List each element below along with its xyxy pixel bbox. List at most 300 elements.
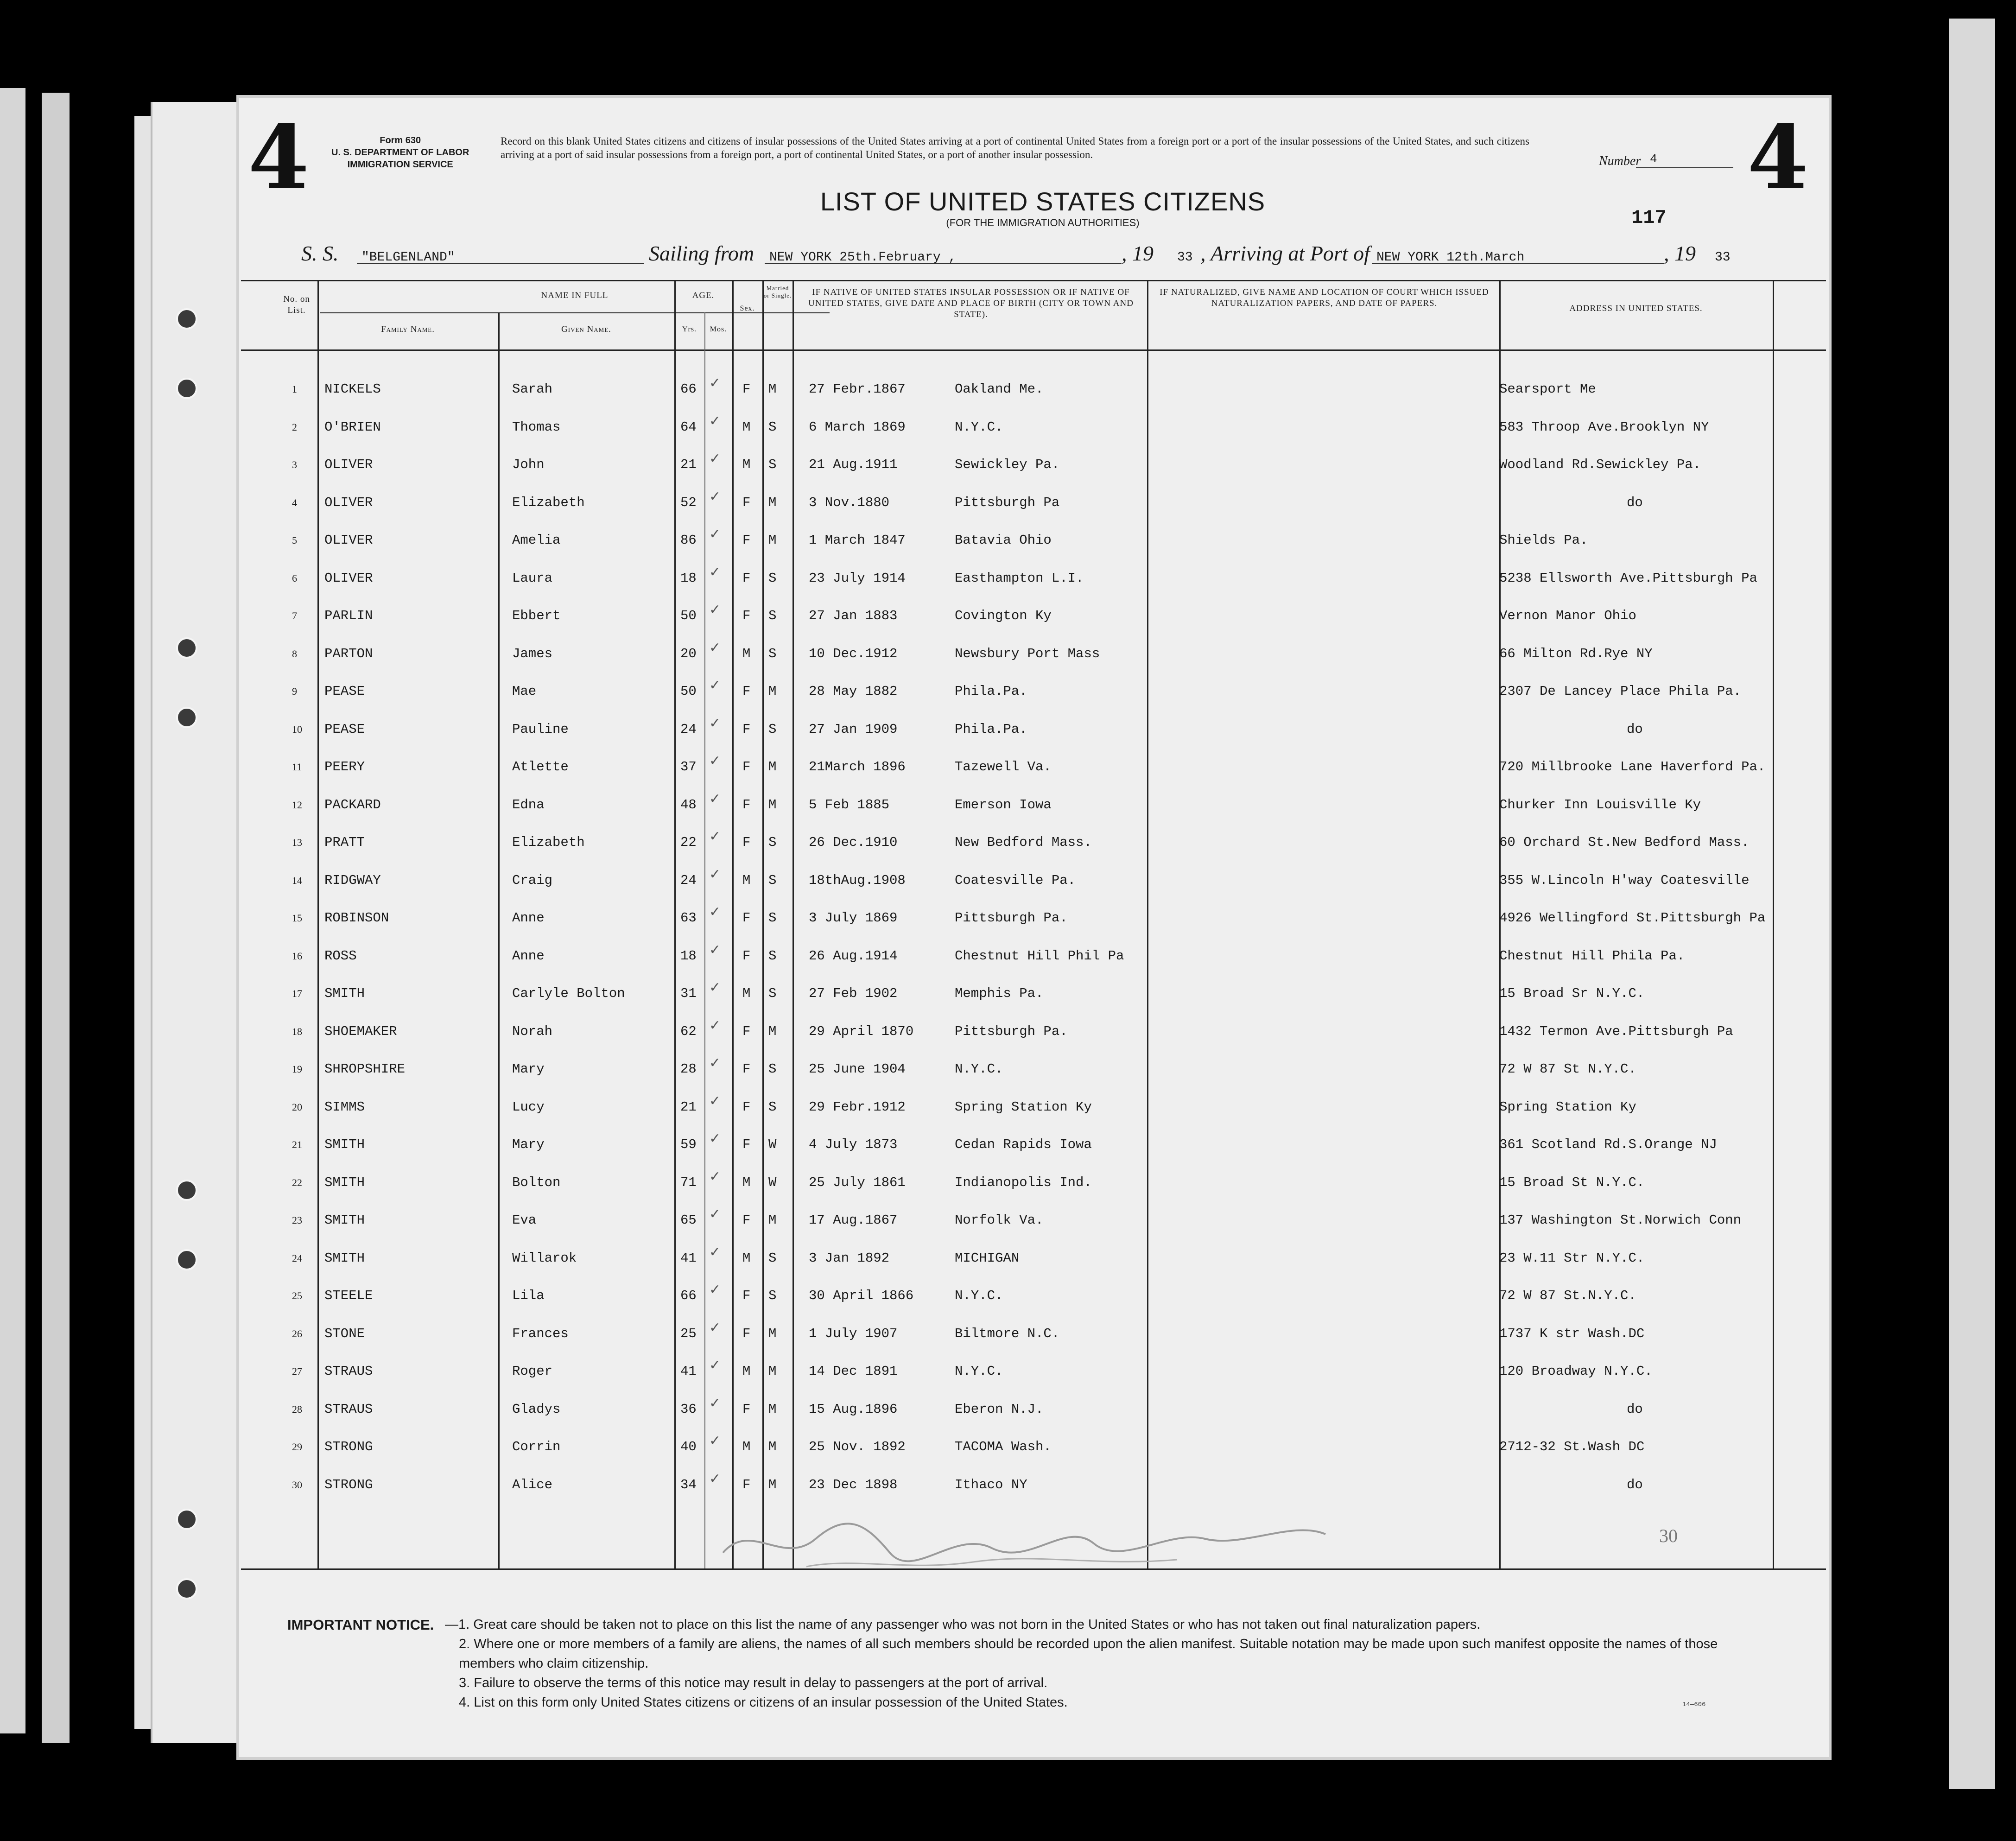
address: 120 Broadway N.Y.C. bbox=[1499, 1364, 1653, 1379]
age-years: 21 bbox=[680, 457, 697, 472]
given-name: Mary bbox=[512, 1061, 545, 1077]
birth-place: Chestnut Hill Phil Pa bbox=[955, 948, 1124, 964]
binder-hole bbox=[176, 378, 197, 399]
age-years: 48 bbox=[680, 797, 697, 813]
sex: M bbox=[742, 872, 751, 888]
form-number: Form 630 bbox=[380, 135, 421, 146]
birth-place: Tazewell Va. bbox=[955, 759, 1052, 774]
birth-date: 15 Aug.1896 bbox=[809, 1401, 898, 1417]
given-name: Carlyle Bolton bbox=[512, 986, 625, 1001]
birth-date: 6 March 1869 bbox=[809, 419, 906, 435]
table-row bbox=[241, 1320, 1826, 1362]
age-years: 21 bbox=[680, 1099, 697, 1115]
page-title: LIST OF UNITED STATES CITIZENS bbox=[820, 187, 1266, 216]
row-number: 10 bbox=[292, 723, 302, 735]
age-years: 20 bbox=[680, 646, 697, 661]
binder-hole bbox=[176, 637, 197, 659]
table-row bbox=[241, 451, 1826, 493]
marital-status: S bbox=[768, 721, 777, 737]
birth-place: N.Y.C. bbox=[955, 419, 1003, 435]
arriving-label: , Arriving at Port of bbox=[1200, 241, 1370, 265]
family-name: PEASE bbox=[324, 721, 365, 737]
row-number: 8 bbox=[292, 648, 297, 660]
table-row bbox=[241, 1244, 1826, 1287]
birth-place: Batavia Ohio bbox=[955, 533, 1052, 548]
table-row bbox=[241, 678, 1826, 720]
year-2: 33 bbox=[1715, 250, 1731, 265]
family-name: STRONG bbox=[324, 1439, 373, 1454]
row-number: 22 bbox=[292, 1176, 302, 1188]
marital-status: S bbox=[768, 608, 777, 623]
age-years: 24 bbox=[680, 872, 697, 888]
checkmark: ✓ bbox=[709, 678, 721, 693]
marital-status: M bbox=[768, 759, 777, 774]
sex: F bbox=[742, 570, 751, 586]
sex: M bbox=[742, 1364, 751, 1379]
number-value: 4 bbox=[1650, 152, 1657, 166]
given-name: Roger bbox=[512, 1364, 553, 1379]
header-naturalized: IF NATURALIZED, GIVE NAME AND LOCATION OF COURT WHICH ISSUED NATURALIZATION PAPERS, AND DATE OF PAPERS. bbox=[1160, 287, 1489, 308]
checkmark: ✓ bbox=[709, 1017, 721, 1033]
address: Searsport Me bbox=[1499, 381, 1596, 397]
age-years: 36 bbox=[680, 1401, 697, 1417]
birth-place: TACOMA Wash. bbox=[955, 1439, 1052, 1454]
checkmark: ✓ bbox=[709, 791, 721, 806]
age-years: 52 bbox=[680, 495, 697, 510]
birth-date: 25 July 1861 bbox=[809, 1174, 906, 1190]
given-name: Elizabeth bbox=[512, 495, 585, 510]
header-given-name: Given Name. bbox=[561, 324, 611, 334]
row-number: 25 bbox=[292, 1290, 302, 1301]
sailing-from: NEW YORK 25th.February , bbox=[769, 250, 957, 265]
birth-place: N.Y.C. bbox=[955, 1288, 1003, 1303]
marital-status: M bbox=[768, 1326, 777, 1341]
address: 1432 Termon Ave.Pittsburgh Pa bbox=[1499, 1023, 1733, 1039]
marital-status: S bbox=[768, 986, 777, 1001]
birth-date: 25 June 1904 bbox=[809, 1061, 906, 1077]
row-number: 4 bbox=[292, 496, 297, 508]
sex: F bbox=[742, 381, 751, 397]
family-name: SMITH bbox=[324, 1174, 365, 1190]
birth-place: Spring Station Ky bbox=[955, 1099, 1092, 1115]
family-name: STRONG bbox=[324, 1477, 373, 1492]
signature-scrawl bbox=[714, 1511, 1363, 1576]
family-name: OLIVER bbox=[324, 570, 373, 586]
birth-date: 29 Febr.1912 bbox=[809, 1099, 906, 1115]
birth-place: Ithaco NY bbox=[955, 1477, 1027, 1492]
birth-date: 21March 1896 bbox=[809, 759, 906, 774]
number-underline bbox=[1636, 167, 1733, 168]
checkmark: ✓ bbox=[709, 1471, 721, 1486]
table-row bbox=[241, 1017, 1826, 1060]
birth-place: New Bedford Mass. bbox=[955, 835, 1092, 850]
age-years: 18 bbox=[680, 570, 697, 586]
address: Woodland Rd.Sewickley Pa. bbox=[1499, 457, 1701, 472]
birth-date: 30 April 1866 bbox=[809, 1288, 914, 1303]
birth-place: Pittsburgh Pa. bbox=[955, 1023, 1068, 1039]
sex: F bbox=[742, 684, 751, 699]
birth-date: 23 July 1914 bbox=[809, 570, 906, 586]
given-name: Ebbert bbox=[512, 608, 561, 623]
birth-place: MICHIGAN bbox=[955, 1250, 1020, 1266]
birth-place: Emerson Iowa bbox=[955, 797, 1052, 813]
row-number: 1 bbox=[292, 383, 297, 395]
address: 72 W 87 St.N.Y.C. bbox=[1499, 1288, 1636, 1303]
given-name: Bolton bbox=[512, 1174, 561, 1190]
given-name: Lucy bbox=[512, 1099, 545, 1115]
given-name: Eva bbox=[512, 1213, 537, 1228]
row-number: 9 bbox=[292, 686, 297, 697]
marital-status: S bbox=[768, 419, 777, 435]
notice-title: IMPORTANT NOTICE. bbox=[287, 1617, 434, 1633]
row-number: 7 bbox=[292, 610, 297, 622]
birth-place: Newsbury Port Mass bbox=[955, 646, 1100, 661]
ship-underline bbox=[357, 263, 644, 264]
birth-date: 5 Feb 1885 bbox=[809, 797, 890, 813]
marital-status: M bbox=[768, 1477, 777, 1492]
checkmark: ✓ bbox=[709, 1282, 721, 1297]
given-name: Alice bbox=[512, 1477, 553, 1492]
sex: M bbox=[742, 457, 751, 472]
table-row bbox=[241, 753, 1826, 795]
family-name: STRAUS bbox=[324, 1401, 373, 1417]
checkmark: ✓ bbox=[709, 1320, 721, 1335]
sex: F bbox=[742, 948, 751, 964]
family-name: STEELE bbox=[324, 1288, 373, 1303]
row-number: 11 bbox=[292, 761, 302, 773]
address: 361 Scotland Rd.S.Orange NJ bbox=[1499, 1137, 1717, 1152]
header-sex: Sex. bbox=[740, 305, 755, 312]
family-name: SMITH bbox=[324, 1250, 365, 1266]
notice-item: 4. List on this form only United States citizens or citizens of an insular possession of the United States. bbox=[459, 1695, 1068, 1710]
form-identifier bbox=[331, 134, 469, 171]
family-name: OLIVER bbox=[324, 457, 373, 472]
birth-place: N.Y.C. bbox=[955, 1364, 1003, 1379]
birth-date: 26 Dec.1910 bbox=[809, 835, 898, 850]
birth-place: Coatesville Pa. bbox=[955, 872, 1076, 888]
year-1: 33 bbox=[1177, 250, 1193, 265]
page-stamp: 117 bbox=[1631, 207, 1667, 229]
age-years: 66 bbox=[680, 1288, 697, 1303]
row-number: 21 bbox=[292, 1139, 302, 1150]
family-name: PEERY bbox=[324, 759, 365, 774]
marital-status: S bbox=[768, 646, 777, 661]
age-years: 59 bbox=[680, 1137, 697, 1152]
checkmark: ✓ bbox=[709, 1395, 721, 1411]
sex: F bbox=[742, 608, 751, 623]
family-name: STONE bbox=[324, 1326, 365, 1341]
birth-date: 23 Dec 1898 bbox=[809, 1477, 898, 1492]
sex: F bbox=[742, 495, 751, 510]
table-row bbox=[241, 1206, 1826, 1249]
binder-hole bbox=[176, 707, 197, 728]
address: 5238 Ellsworth Ave.Pittsburgh Pa bbox=[1499, 570, 1757, 586]
sex: M bbox=[742, 1439, 751, 1454]
marital-status: M bbox=[768, 1364, 777, 1379]
sex: F bbox=[742, 1288, 751, 1303]
birth-date: 27 Jan 1883 bbox=[809, 608, 898, 623]
row-number: 6 bbox=[292, 572, 297, 584]
table-row bbox=[241, 866, 1826, 909]
birth-place: Phila.Pa. bbox=[955, 721, 1027, 737]
family-name: PARLIN bbox=[324, 608, 373, 623]
given-name: Gladys bbox=[512, 1401, 561, 1417]
given-name: Laura bbox=[512, 570, 553, 586]
marital-status: M bbox=[768, 533, 777, 548]
table-row bbox=[241, 829, 1826, 871]
sex: F bbox=[742, 1401, 751, 1417]
age-years: 50 bbox=[680, 684, 697, 699]
birth-place: Eberon N.J. bbox=[955, 1401, 1044, 1417]
header-yrs: Yrs. bbox=[682, 325, 697, 333]
address: 583 Throop Ave.Brooklyn NY bbox=[1499, 419, 1709, 435]
row-number: 5 bbox=[292, 534, 297, 546]
notice-item: —1. Great care should be taken not to place on this list the name of any passenger who was not born in the United States or who has not taken out final naturalization papers. bbox=[445, 1617, 1481, 1632]
age-years: 37 bbox=[680, 759, 697, 774]
given-name: Mae bbox=[512, 684, 537, 699]
family-name: SMITH bbox=[324, 1137, 365, 1152]
birth-date: 18thAug.1908 bbox=[809, 872, 906, 888]
table-row bbox=[241, 1433, 1826, 1475]
table-row bbox=[241, 1395, 1826, 1438]
age-years: 41 bbox=[680, 1250, 697, 1266]
header-age: AGE. bbox=[692, 291, 715, 300]
address: do bbox=[1627, 1477, 1643, 1492]
sex: F bbox=[742, 910, 751, 926]
family-name: SMITH bbox=[324, 1213, 365, 1228]
given-name: Atlette bbox=[512, 759, 569, 774]
family-name: SMITH bbox=[324, 986, 365, 1001]
number-label: Number bbox=[1599, 154, 1641, 168]
marital-status: M bbox=[768, 684, 777, 699]
family-name: SHOEMAKER bbox=[324, 1023, 397, 1039]
sex: M bbox=[742, 986, 751, 1001]
marital-status: W bbox=[768, 1174, 777, 1190]
family-name: PARTON bbox=[324, 646, 373, 661]
age-years: 66 bbox=[680, 381, 697, 397]
sex: F bbox=[742, 1099, 751, 1115]
row-number: 13 bbox=[292, 837, 302, 848]
address: Churker Inn Louisville Ky bbox=[1499, 797, 1701, 813]
header-mos: Mos. bbox=[710, 325, 727, 333]
given-name: Sarah bbox=[512, 381, 553, 397]
header-bottom-rule bbox=[241, 349, 1826, 351]
family-name: O'BRIEN bbox=[324, 419, 381, 435]
age-years: 65 bbox=[680, 1213, 697, 1228]
address: do bbox=[1627, 1401, 1643, 1417]
row-number: 28 bbox=[292, 1403, 302, 1415]
marital-status: S bbox=[768, 948, 777, 964]
address: do bbox=[1627, 721, 1643, 737]
family-name: NICKELS bbox=[324, 381, 381, 397]
department-name: U. S. DEPARTMENT OF LABOR bbox=[331, 147, 469, 158]
address: Spring Station Ky bbox=[1499, 1099, 1636, 1115]
family-name: ROBINSON bbox=[324, 910, 389, 926]
table-row bbox=[241, 1282, 1826, 1324]
birth-date: 29 April 1870 bbox=[809, 1023, 914, 1039]
table-row bbox=[241, 904, 1826, 946]
checkmark: ✓ bbox=[709, 866, 721, 882]
row-number: 17 bbox=[292, 988, 302, 999]
address: Vernon Manor Ohio bbox=[1499, 608, 1636, 623]
row-number: 27 bbox=[292, 1365, 302, 1377]
marital-status: S bbox=[768, 1061, 777, 1077]
family-name: SIMMS bbox=[324, 1099, 365, 1115]
birth-date: 10 Dec.1912 bbox=[809, 646, 898, 661]
birth-place: Biltmore N.C. bbox=[955, 1326, 1060, 1341]
checkmark: ✓ bbox=[709, 413, 721, 429]
given-name: Elizabeth bbox=[512, 835, 585, 850]
address: 23 W.11 Str N.Y.C. bbox=[1499, 1250, 1645, 1266]
sex: M bbox=[742, 1250, 751, 1266]
given-name: Pauline bbox=[512, 721, 569, 737]
sex: F bbox=[742, 1477, 751, 1492]
checkmark: ✓ bbox=[709, 942, 721, 958]
birth-date: 3 July 1869 bbox=[809, 910, 898, 926]
marital-status: S bbox=[768, 1099, 777, 1115]
table-row bbox=[241, 980, 1826, 1022]
table-row bbox=[241, 489, 1826, 531]
given-name: Lila bbox=[512, 1288, 545, 1303]
sailing-label: Sailing from bbox=[649, 241, 754, 265]
adjacent-page-strip bbox=[42, 93, 70, 1743]
birth-date: 28 May 1882 bbox=[809, 684, 898, 699]
sex: F bbox=[742, 1326, 751, 1341]
sex: F bbox=[742, 1213, 751, 1228]
form-instructions: Record on this blank United States citizens and citizens of insular possessions of the United States arriving at a port of continental United States from a foreign port or a port of the insular possessions of the United States, and such citizens arriving at a port of said insular possessions from a foreign port, a port of continental United States, or a port of another insular possession. bbox=[501, 135, 1529, 160]
birth-place: Indianopolis Ind. bbox=[955, 1174, 1092, 1190]
given-name: Mary bbox=[512, 1137, 545, 1152]
age-years: 63 bbox=[680, 910, 697, 926]
age-years: 62 bbox=[680, 1023, 697, 1039]
table-row bbox=[241, 640, 1826, 682]
arriving-underline bbox=[1372, 263, 1664, 264]
row-number: 26 bbox=[292, 1327, 302, 1339]
checkmark: ✓ bbox=[709, 753, 721, 768]
marital-status: M bbox=[768, 1023, 777, 1039]
checkmark: ✓ bbox=[709, 904, 721, 920]
age-years: 31 bbox=[680, 986, 697, 1001]
row-number: 15 bbox=[292, 912, 302, 924]
family-name: PEASE bbox=[324, 684, 365, 699]
adjacent-page-strip bbox=[0, 88, 25, 1733]
birth-date: 14 Dec 1891 bbox=[809, 1364, 898, 1379]
given-name: Norah bbox=[512, 1023, 553, 1039]
family-name: PACKARD bbox=[324, 797, 381, 813]
address: 1737 K str Wash.DC bbox=[1499, 1326, 1645, 1341]
marital-status: S bbox=[768, 457, 777, 472]
header-birth: IF NATIVE OF UNITED STATES INSULAR POSSESSION OR IF NATIVE OF UNITED STATES, GIVE DATE AND PLACE OF BIRTH (CITY OR TOWN AND STATE). bbox=[808, 287, 1134, 319]
row-number: 2 bbox=[292, 421, 297, 433]
address: do bbox=[1627, 495, 1643, 510]
given-name: Anne bbox=[512, 948, 545, 964]
birth-place: Easthampton L.I. bbox=[955, 570, 1084, 586]
family-name: STRAUS bbox=[324, 1364, 373, 1379]
birth-place: N.Y.C. bbox=[955, 1061, 1003, 1077]
marital-status: M bbox=[768, 1439, 777, 1454]
birth-date: 27 Febr.1867 bbox=[809, 381, 906, 397]
form-code: 14—606 bbox=[1682, 1701, 1706, 1708]
marital-status: S bbox=[768, 1288, 777, 1303]
header-address: ADDRESS IN UNITED STATES. bbox=[1569, 304, 1703, 313]
age-years: 71 bbox=[680, 1174, 697, 1190]
corner-number-left: 4 bbox=[248, 106, 310, 209]
binder-hole bbox=[176, 1249, 197, 1270]
given-name: Corrin bbox=[512, 1439, 561, 1454]
table-row bbox=[241, 1358, 1826, 1400]
year-prefix-1: , 19 bbox=[1122, 241, 1154, 265]
marital-status: S bbox=[768, 910, 777, 926]
address: 15 Broad St N.Y.C. bbox=[1499, 1174, 1645, 1190]
checkmark: ✓ bbox=[709, 602, 721, 617]
binder-edge bbox=[151, 102, 245, 1743]
age-years: 22 bbox=[680, 835, 697, 850]
marital-status: M bbox=[768, 797, 777, 813]
row-number: 19 bbox=[292, 1063, 302, 1075]
ss-label: S. S. bbox=[301, 241, 339, 265]
sex: F bbox=[742, 533, 751, 548]
header-name-in-full: NAME IN FULL bbox=[541, 291, 609, 300]
birth-place: Cedan Rapids Iowa bbox=[955, 1137, 1092, 1152]
table-row bbox=[241, 1055, 1826, 1098]
birth-place: Memphis Pa. bbox=[955, 986, 1044, 1001]
table-row bbox=[241, 527, 1826, 569]
row-number: 3 bbox=[292, 459, 297, 470]
table-top-rule bbox=[241, 280, 1826, 281]
birth-date: 26 Aug.1914 bbox=[809, 948, 898, 964]
sex: F bbox=[742, 1023, 751, 1039]
age-years: 40 bbox=[680, 1439, 697, 1454]
checkmark: ✓ bbox=[709, 1055, 721, 1071]
row-number: 24 bbox=[292, 1252, 302, 1264]
checkmark: ✓ bbox=[709, 451, 721, 466]
birth-date: 27 Jan 1909 bbox=[809, 721, 898, 737]
sex: M bbox=[742, 419, 751, 435]
age-years: 25 bbox=[680, 1326, 697, 1341]
header-no-on-list: No. on List. bbox=[283, 294, 310, 315]
sex: F bbox=[742, 759, 751, 774]
birth-date: 25 Nov. 1892 bbox=[809, 1439, 906, 1454]
table-row bbox=[241, 564, 1826, 607]
binder-hole bbox=[176, 1509, 197, 1530]
checkmark: ✓ bbox=[709, 1168, 721, 1184]
row-number: 12 bbox=[292, 799, 302, 811]
address: Chestnut Hill Phila Pa. bbox=[1499, 948, 1685, 964]
table-row bbox=[241, 1168, 1826, 1211]
given-name: Craig bbox=[512, 872, 553, 888]
birth-place: Pittsburgh Pa. bbox=[955, 910, 1068, 926]
birth-place: Norfolk Va. bbox=[955, 1213, 1044, 1228]
adjacent-page-strip bbox=[1949, 19, 1995, 1789]
sailing-underline bbox=[765, 263, 1122, 264]
birth-place: Covington Ky bbox=[955, 608, 1052, 623]
marital-status: M bbox=[768, 381, 777, 397]
checkmark: ✓ bbox=[709, 1131, 721, 1146]
checkmark: ✓ bbox=[709, 1206, 721, 1222]
corner-number-right: 4 bbox=[1747, 106, 1809, 209]
row-number: 20 bbox=[292, 1101, 302, 1113]
table-row bbox=[241, 1131, 1826, 1173]
address: 2307 De Lancey Place Phila Pa. bbox=[1499, 684, 1742, 699]
tally-number: 30 bbox=[1659, 1525, 1678, 1546]
address: 72 W 87 St N.Y.C. bbox=[1499, 1061, 1636, 1077]
age-years: 41 bbox=[680, 1364, 697, 1379]
row-number: 14 bbox=[292, 874, 302, 886]
family-name: RIDGWAY bbox=[324, 872, 381, 888]
birth-date: 3 Jan 1892 bbox=[809, 1250, 890, 1266]
address: 2712-32 St.Wash DC bbox=[1499, 1439, 1645, 1454]
row-number: 29 bbox=[292, 1441, 302, 1453]
